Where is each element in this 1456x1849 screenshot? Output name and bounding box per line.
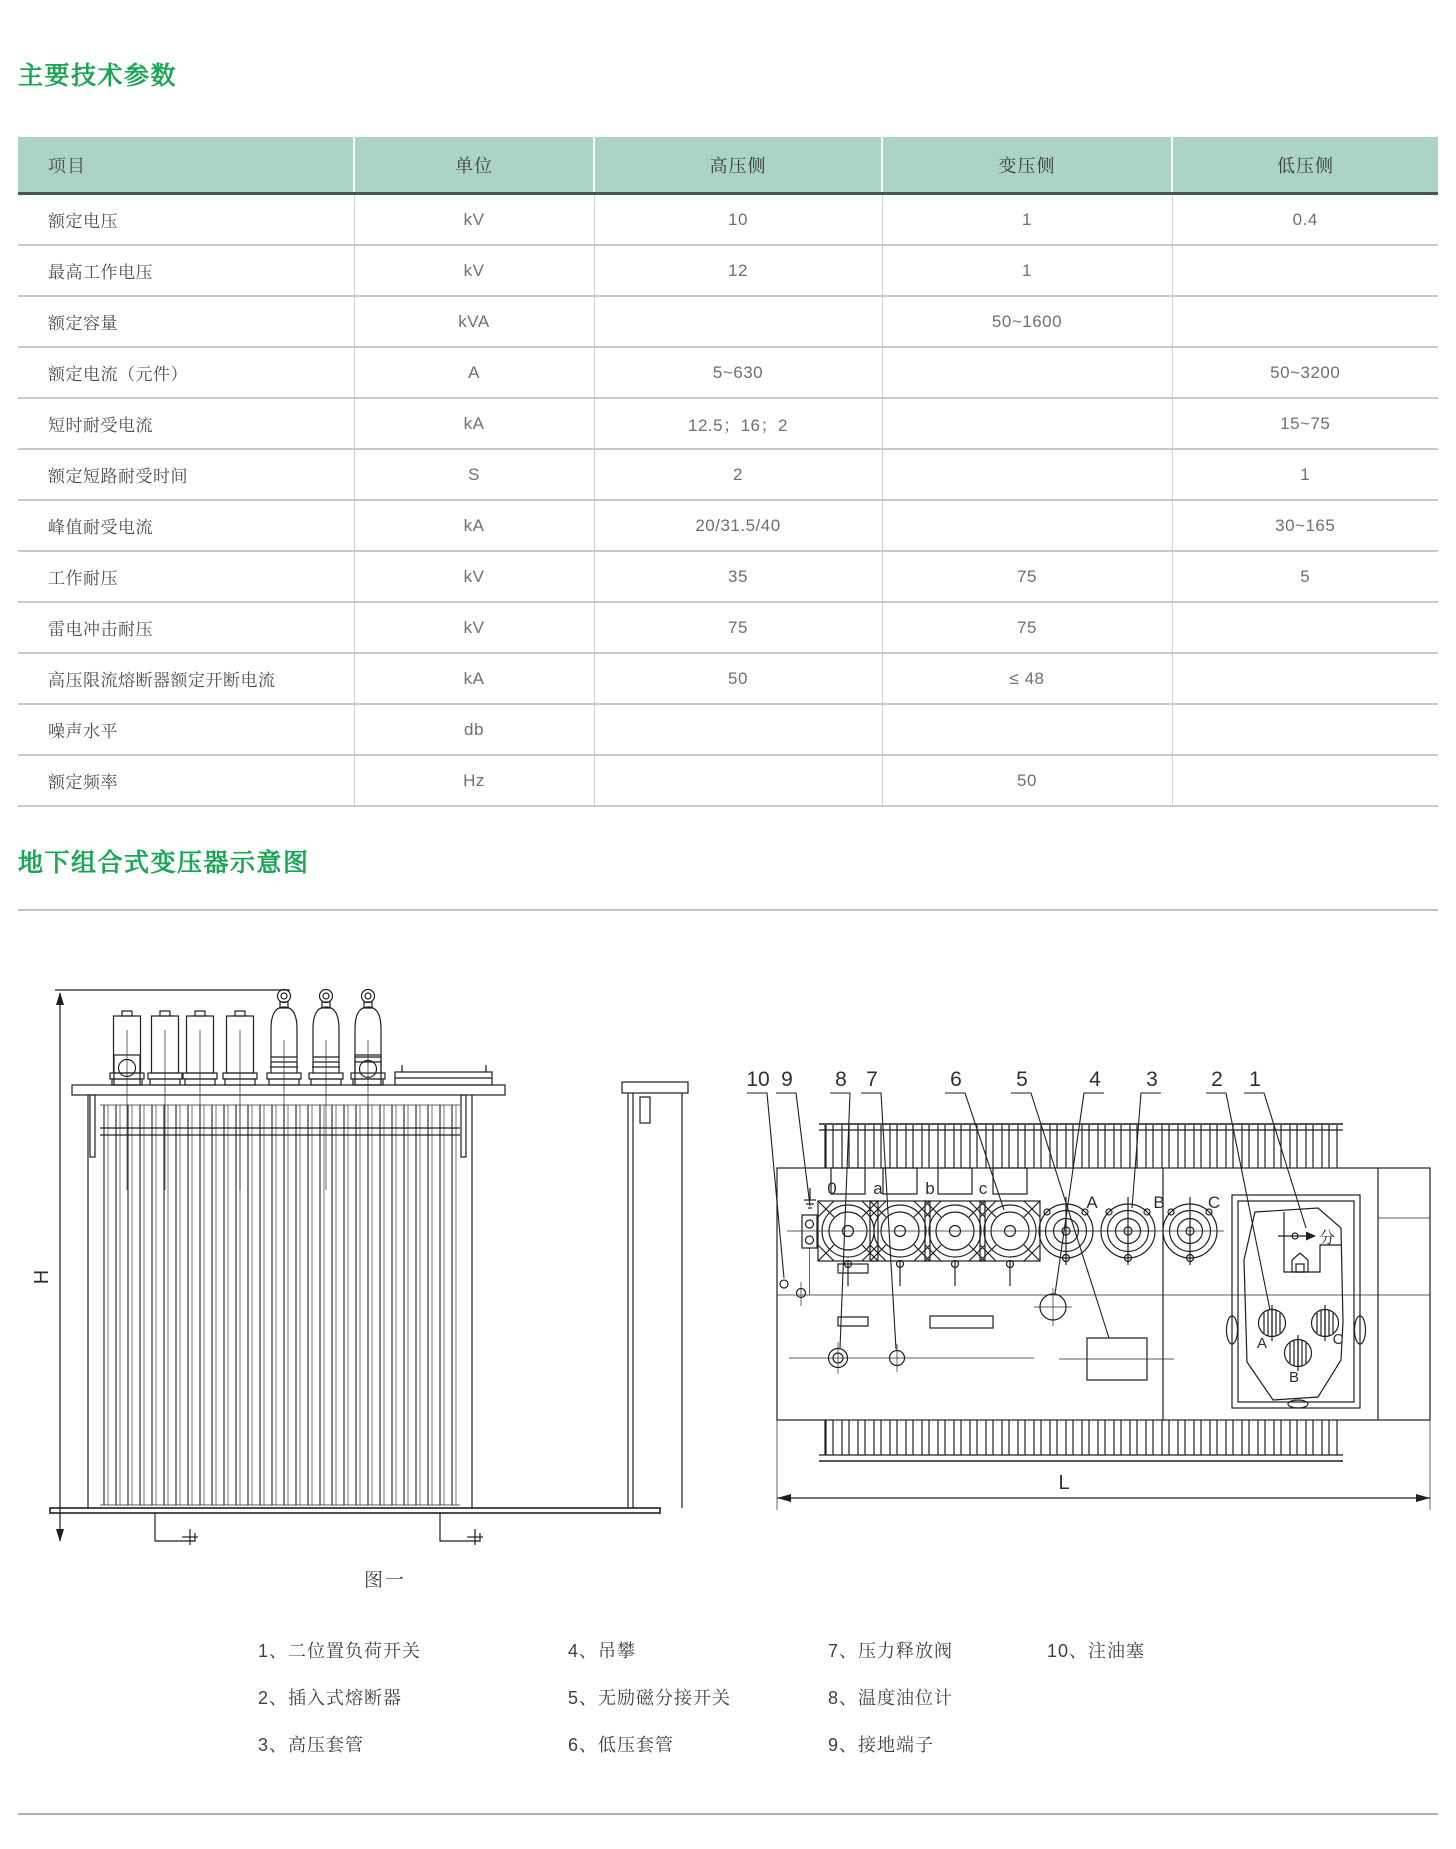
param-value-cell: kV <box>354 245 594 296</box>
param-value-cell: 1 <box>882 194 1172 246</box>
fuse-label-c: C <box>1332 1331 1344 1348</box>
param-name-cell: 雷电冲击耐压 <box>18 602 354 653</box>
column-header: 低压侧 <box>1172 137 1438 194</box>
param-value-cell: 12.5；16；2 <box>594 398 882 449</box>
plug-in-fuses <box>1256 1305 1339 1371</box>
top-fin-band <box>819 1124 1343 1168</box>
table-row <box>18 296 1438 347</box>
param-value-cell: kA <box>354 500 594 551</box>
legend-item-6: 6、低压套管 <box>568 1735 675 1755</box>
callout-10: 10 <box>746 1068 770 1091</box>
section-title-parameters: 主要技术参数 <box>18 62 178 90</box>
callout-8: 8 <box>835 1068 847 1091</box>
table-row <box>18 551 1438 602</box>
param-value-cell: 1 <box>882 245 1172 296</box>
legend-item-10: 10、注油塞 <box>1047 1641 1146 1661</box>
param-value-cell: 50~1600 <box>882 296 1172 347</box>
callout-6: 6 <box>950 1068 962 1091</box>
switch-compartment <box>1227 1195 1366 1408</box>
param-value-cell: 20/31.5/40 <box>594 500 882 551</box>
param-value-cell: ≤ 48 <box>882 653 1172 704</box>
legend-item-5: 5、无励磁分接开关 <box>568 1688 732 1708</box>
table-row <box>18 347 1438 398</box>
param-value-cell <box>594 755 882 806</box>
param-name-cell: 最高工作电压 <box>18 245 354 296</box>
lv-label-b: b <box>925 1179 935 1198</box>
callout-3: 3 <box>1146 1068 1158 1091</box>
table-row <box>18 500 1438 551</box>
lv-label-c: c <box>978 1179 988 1198</box>
param-value-cell <box>1172 653 1438 704</box>
param-value-cell <box>882 347 1172 398</box>
column-header: 变压侧 <box>882 137 1172 194</box>
param-value-cell: 15~75 <box>1172 398 1438 449</box>
param-name-cell: 额定频率 <box>18 755 354 806</box>
param-name-cell: 工作耐压 <box>18 551 354 602</box>
param-value-cell <box>1172 755 1438 806</box>
param-name-cell: 额定电流（元件） <box>18 347 354 398</box>
dimension-label-h: H <box>31 1269 53 1285</box>
param-value-cell: 35 <box>594 551 882 602</box>
param-value-cell <box>1172 602 1438 653</box>
param-value-cell: 75 <box>594 602 882 653</box>
param-value-cell: 30~165 <box>1172 500 1438 551</box>
cooling-fins <box>100 1105 460 1505</box>
param-value-cell: 5~630 <box>594 347 882 398</box>
hv-label-b: B <box>1153 1193 1165 1212</box>
page-bottom-rule <box>18 1813 1438 1815</box>
legend-item-4: 4、吊攀 <box>568 1641 637 1661</box>
table-row <box>18 602 1438 653</box>
params-table-body <box>18 194 1438 807</box>
base-and-feet <box>50 1508 660 1545</box>
param-name-cell: 短时耐受电流 <box>18 398 354 449</box>
param-value-cell <box>1172 245 1438 296</box>
table-row <box>18 704 1438 755</box>
hv-label-a: A <box>1086 1193 1098 1212</box>
callout-numbers <box>746 1068 1261 1091</box>
param-value-cell: 1 <box>1172 449 1438 500</box>
param-value-cell <box>882 398 1172 449</box>
param-value-cell: 75 <box>882 551 1172 602</box>
column-header: 高压侧 <box>594 137 882 194</box>
param-value-cell: 5 <box>1172 551 1438 602</box>
param-value-cell: kVA <box>354 296 594 347</box>
param-value-cell: kA <box>354 653 594 704</box>
column-header: 单位 <box>354 137 594 194</box>
parameters-table <box>18 137 1438 807</box>
params-table-head-row <box>18 137 1438 194</box>
fuse-label-a: A <box>1256 1335 1268 1352</box>
callout-2: 2 <box>1211 1068 1223 1091</box>
legend-item-7: 7、压力释放阀 <box>828 1641 954 1661</box>
param-value-cell: 75 <box>882 602 1172 653</box>
callout-9: 9 <box>781 1068 793 1091</box>
lv-label-0: 0 <box>827 1179 837 1198</box>
param-value-cell <box>594 296 882 347</box>
param-value-cell: kV <box>354 602 594 653</box>
bottom-fin-band <box>819 1420 1343 1461</box>
cover-rail <box>395 1065 492 1085</box>
legend-item-1: 1、二位置负荷开关 <box>258 1641 422 1661</box>
section-divider <box>18 909 1438 911</box>
dimension-label-l: L <box>1058 1472 1070 1494</box>
param-value-cell: S <box>354 449 594 500</box>
lv-bushings-front <box>110 1011 257 1085</box>
param-value-cell <box>882 449 1172 500</box>
table-row <box>18 653 1438 704</box>
table-row <box>18 245 1438 296</box>
param-value-cell: 10 <box>594 194 882 246</box>
param-value-cell: 50~3200 <box>1172 347 1438 398</box>
param-name-cell: 高压限流熔断器额定开断电流 <box>18 653 354 704</box>
param-value-cell: 12 <box>594 245 882 296</box>
lv-label-a: a <box>873 1179 883 1198</box>
callout-4: 4 <box>1089 1068 1101 1091</box>
param-value-cell: A <box>354 347 594 398</box>
param-value-cell: 50 <box>594 653 882 704</box>
callout-7: 7 <box>866 1068 878 1091</box>
param-value-cell: kA <box>354 398 594 449</box>
param-value-cell: 0.4 <box>1172 194 1438 246</box>
param-value-cell: Hz <box>354 755 594 806</box>
param-name-cell: 额定短路耐受时间 <box>18 449 354 500</box>
table-row <box>18 755 1438 806</box>
legend-item-3: 3、高压套管 <box>258 1735 365 1755</box>
callout-5: 5 <box>1016 1068 1028 1091</box>
param-value-cell: kV <box>354 194 594 246</box>
hv-label-c: C <box>1207 1193 1221 1212</box>
param-name-cell: 峰值耐受电流 <box>18 500 354 551</box>
param-value-cell: kV <box>354 551 594 602</box>
legend-item-9: 9、接地端子 <box>828 1735 935 1755</box>
param-value-cell <box>882 704 1172 755</box>
grounding-terminal <box>802 1188 817 1295</box>
transformer-plan-view-drawing <box>614 1060 1456 1520</box>
param-name-cell: 噪声水平 <box>18 704 354 755</box>
callout-1: 1 <box>1249 1068 1261 1091</box>
legend-item-8: 8、温度油位计 <box>828 1688 954 1708</box>
legend-item-2: 2、插入式熔断器 <box>258 1688 403 1708</box>
param-name-cell: 额定容量 <box>18 296 354 347</box>
figure-caption: 图一 <box>363 1570 406 1591</box>
param-value-cell <box>882 500 1172 551</box>
tank-cover-plate <box>72 1085 505 1095</box>
param-value-cell: db <box>354 704 594 755</box>
param-value-cell <box>1172 296 1438 347</box>
oil-fill-plug <box>780 1280 788 1288</box>
switch-position-label: 分 <box>1318 1230 1336 1247</box>
param-value-cell: 2 <box>594 449 882 500</box>
param-name-cell: 额定电压 <box>18 194 354 246</box>
table-row <box>18 449 1438 500</box>
table-row <box>18 194 1438 246</box>
param-value-cell: 50 <box>882 755 1172 806</box>
transformer-front-view-drawing <box>31 985 690 1560</box>
section-title-diagram: 地下组合式变压器示意图 <box>18 849 310 877</box>
column-header: 项目 <box>18 137 354 194</box>
param-value-cell <box>1172 704 1438 755</box>
param-value-cell <box>594 704 882 755</box>
fuse-label-b: B <box>1288 1369 1300 1386</box>
table-row <box>18 398 1438 449</box>
